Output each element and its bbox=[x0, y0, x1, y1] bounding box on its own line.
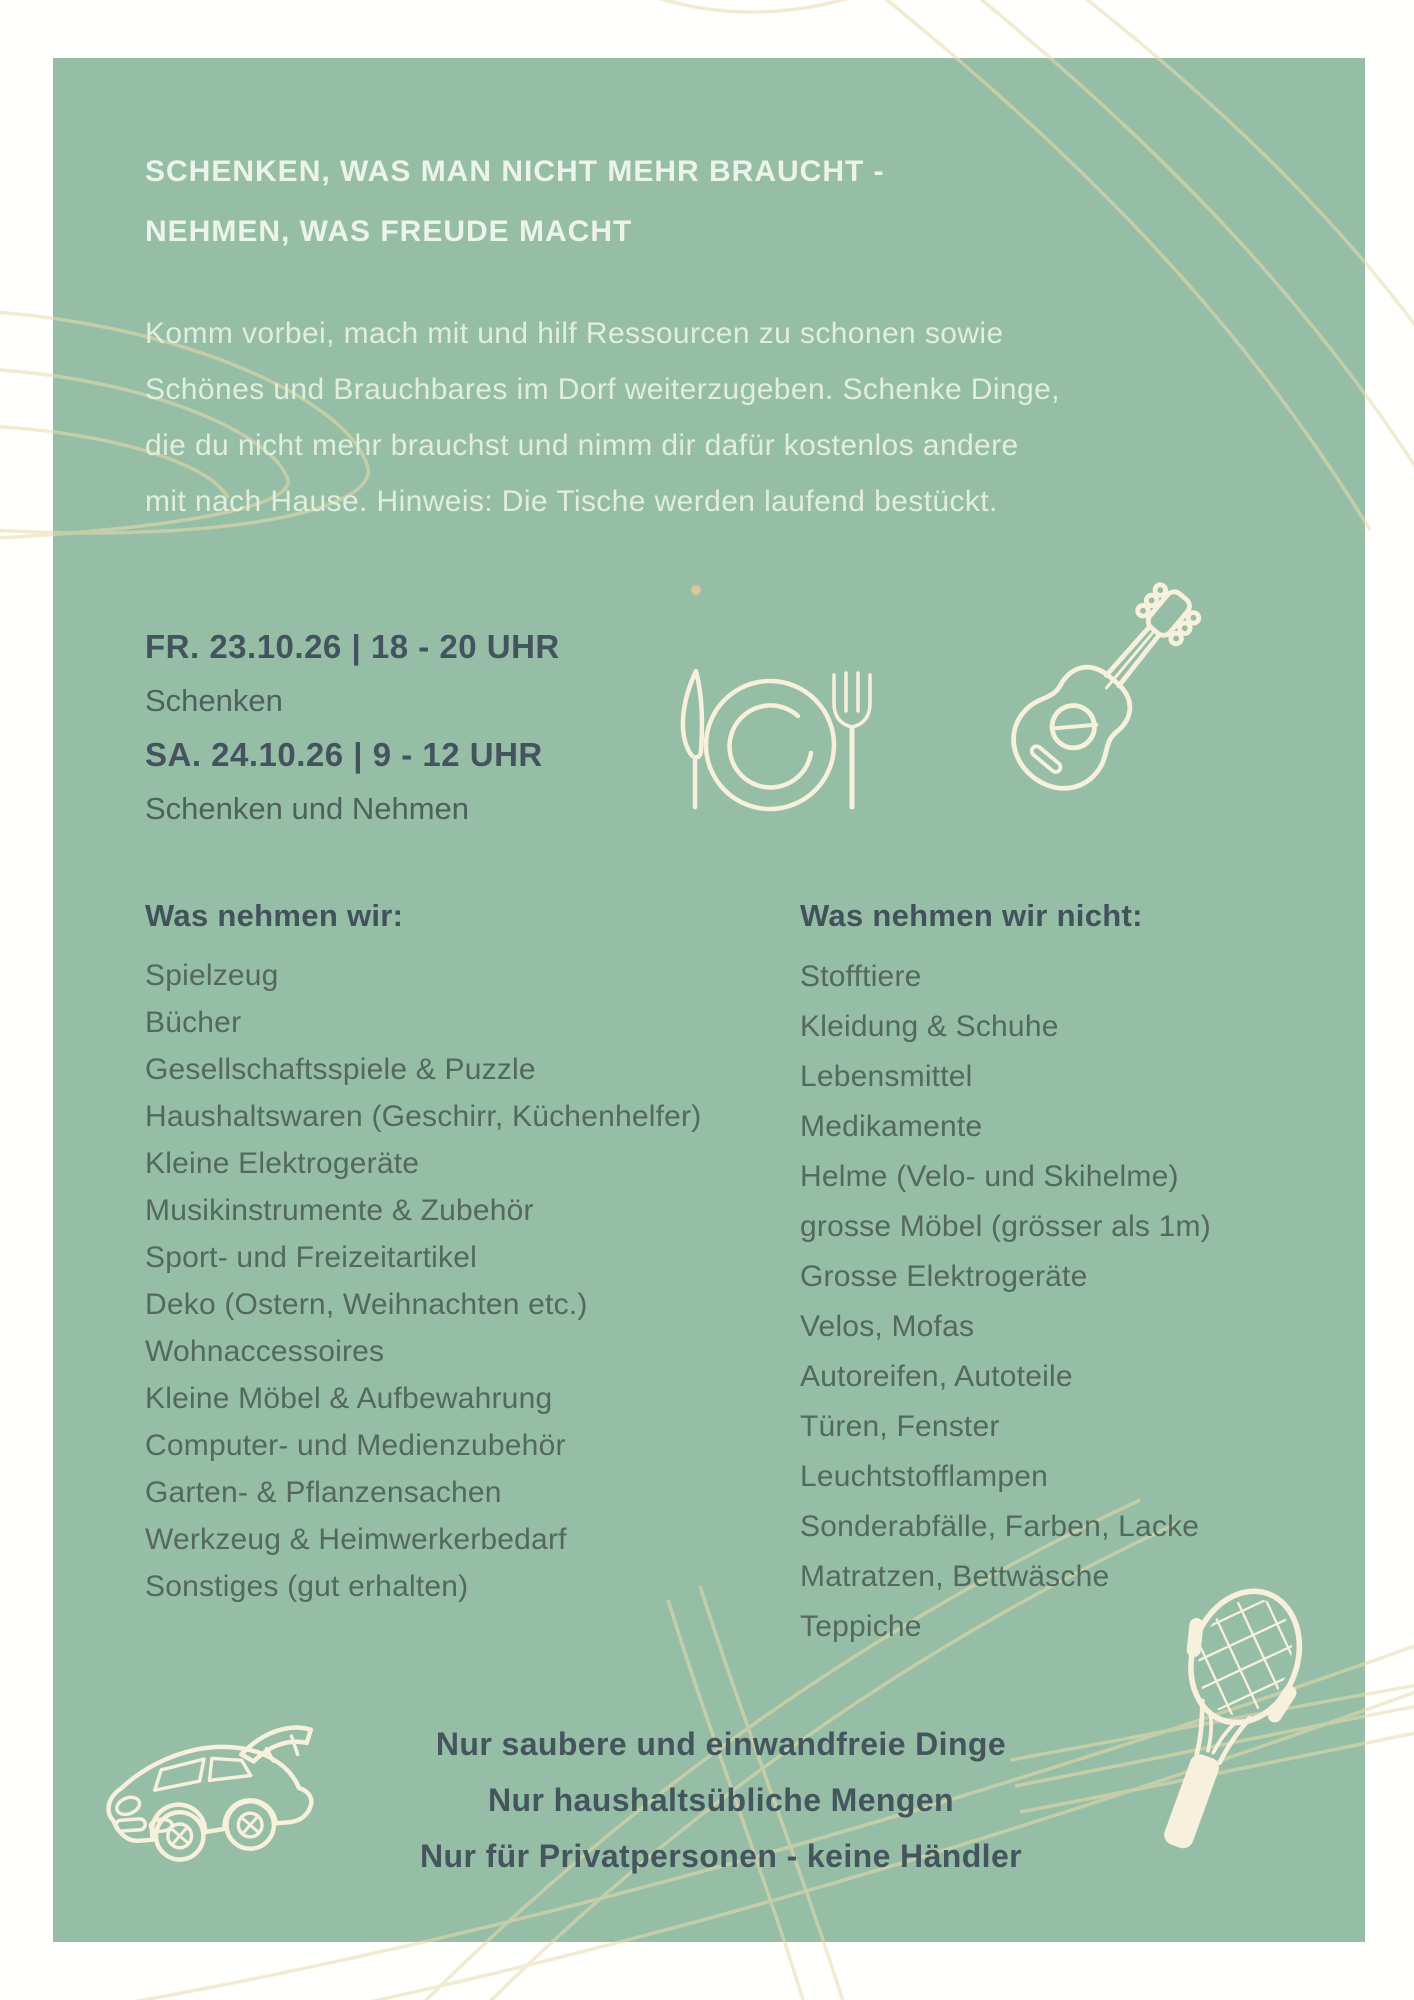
title-line-2: NEHMEN, WAS FREUDE MACHT bbox=[145, 215, 633, 248]
rejected-items-header: Was nehmen wir nicht: bbox=[800, 898, 1143, 933]
list-item: Matratzen, Bettwäsche bbox=[800, 1560, 1110, 1593]
list-item: Kleidung & Schuhe bbox=[800, 1010, 1059, 1043]
list-item: Garten- & Pflanzensachen bbox=[145, 1476, 502, 1509]
list-item: Türen, Fenster bbox=[800, 1410, 1000, 1443]
rule-line: Nur saubere und einwandfreie Dinge bbox=[435, 1726, 1007, 1762]
list-item: Musikinstrumente & Zubehör bbox=[145, 1194, 534, 1227]
guitar-icon bbox=[975, 552, 1235, 828]
toy-car-icon bbox=[95, 1710, 330, 1880]
list-item: Teppiche bbox=[800, 1610, 922, 1643]
rule-line: Nur haushaltsübliche Mengen bbox=[488, 1782, 954, 1818]
friday-label: Schenken bbox=[145, 683, 283, 718]
saturday-time: SA. 24.10.26 | 9 - 12 UHR bbox=[145, 736, 543, 773]
plate-with-cutlery-icon bbox=[648, 652, 888, 842]
list-item: Lebensmittel bbox=[800, 1060, 973, 1093]
list-item: Spielzeug bbox=[145, 959, 279, 992]
intro-line: Schönes und Brauchbares im Dorf weiterzugeben. Schenke Dinge, bbox=[145, 373, 1060, 406]
list-item: Sport- und Freizeitartikel bbox=[145, 1241, 477, 1274]
list-item: Wohnaccessoires bbox=[145, 1335, 385, 1368]
list-item: Bücher bbox=[145, 1006, 242, 1039]
list-item: Deko (Ostern, Weihnachten etc.) bbox=[145, 1288, 588, 1321]
accepted-items-column bbox=[145, 892, 795, 1610]
list-item: Gesellschaftsspiele & Puzzle bbox=[145, 1053, 536, 1086]
list-item: Grosse Elektrogeräte bbox=[800, 1260, 1088, 1293]
title-line-1: SCHENKEN, WAS MAN NICHT MEHR BRAUCHT - bbox=[145, 155, 885, 188]
list-item: Kleine Elektrogeräte bbox=[145, 1147, 420, 1180]
saturday-label: Schenken und Nehmen bbox=[145, 791, 470, 826]
intro-line: mit nach Hause. Hinweis: Die Tische werden laufend bestückt. bbox=[145, 485, 998, 518]
accepted-items-header: Was nehmen wir: bbox=[145, 898, 404, 933]
accent-dot bbox=[691, 585, 701, 595]
event-schedule bbox=[145, 620, 560, 836]
page-title bbox=[145, 142, 885, 262]
list-item: Sonstiges (gut erhalten) bbox=[145, 1570, 469, 1603]
list-item: Computer- und Medienzubehör bbox=[145, 1429, 566, 1462]
list-item: grosse Möbel (grösser als 1m) bbox=[800, 1210, 1211, 1243]
list-item: Haushaltswaren (Geschirr, Küchenhelfer) bbox=[145, 1100, 702, 1133]
list-item: Sonderabfälle, Farben, Lacke bbox=[800, 1510, 1200, 1543]
friday-time: FR. 23.10.26 | 18 - 20 UHR bbox=[145, 628, 560, 665]
list-item: Autoreifen, Autoteile bbox=[800, 1360, 1073, 1393]
rule-line: Nur für Privatpersonen - keine Händler bbox=[419, 1838, 1022, 1874]
intro-line: die du nicht mehr brauchst und nimm dir dafür kostenlos andere bbox=[145, 429, 1019, 462]
rejected-items-list bbox=[800, 952, 1360, 1652]
list-item: Helme (Velo- und Skihelme) bbox=[800, 1160, 1179, 1193]
list-item: Medikamente bbox=[800, 1110, 983, 1143]
intro-line: Komm vorbei, mach mit und hilf Ressourcen zu schonen sowie bbox=[145, 317, 1004, 350]
list-item: Leuchtstofflampen bbox=[800, 1460, 1049, 1493]
rejected-items-column bbox=[800, 892, 1360, 1652]
accepted-items-list bbox=[145, 952, 795, 1610]
intro-paragraph bbox=[145, 306, 1060, 530]
list-item: Velos, Mofas bbox=[800, 1310, 975, 1343]
list-item: Kleine Möbel & Aufbewahrung bbox=[145, 1382, 553, 1415]
list-item: Werkzeug & Heimwerkerbedarf bbox=[145, 1523, 567, 1556]
list-item: Stofftiere bbox=[800, 960, 922, 993]
